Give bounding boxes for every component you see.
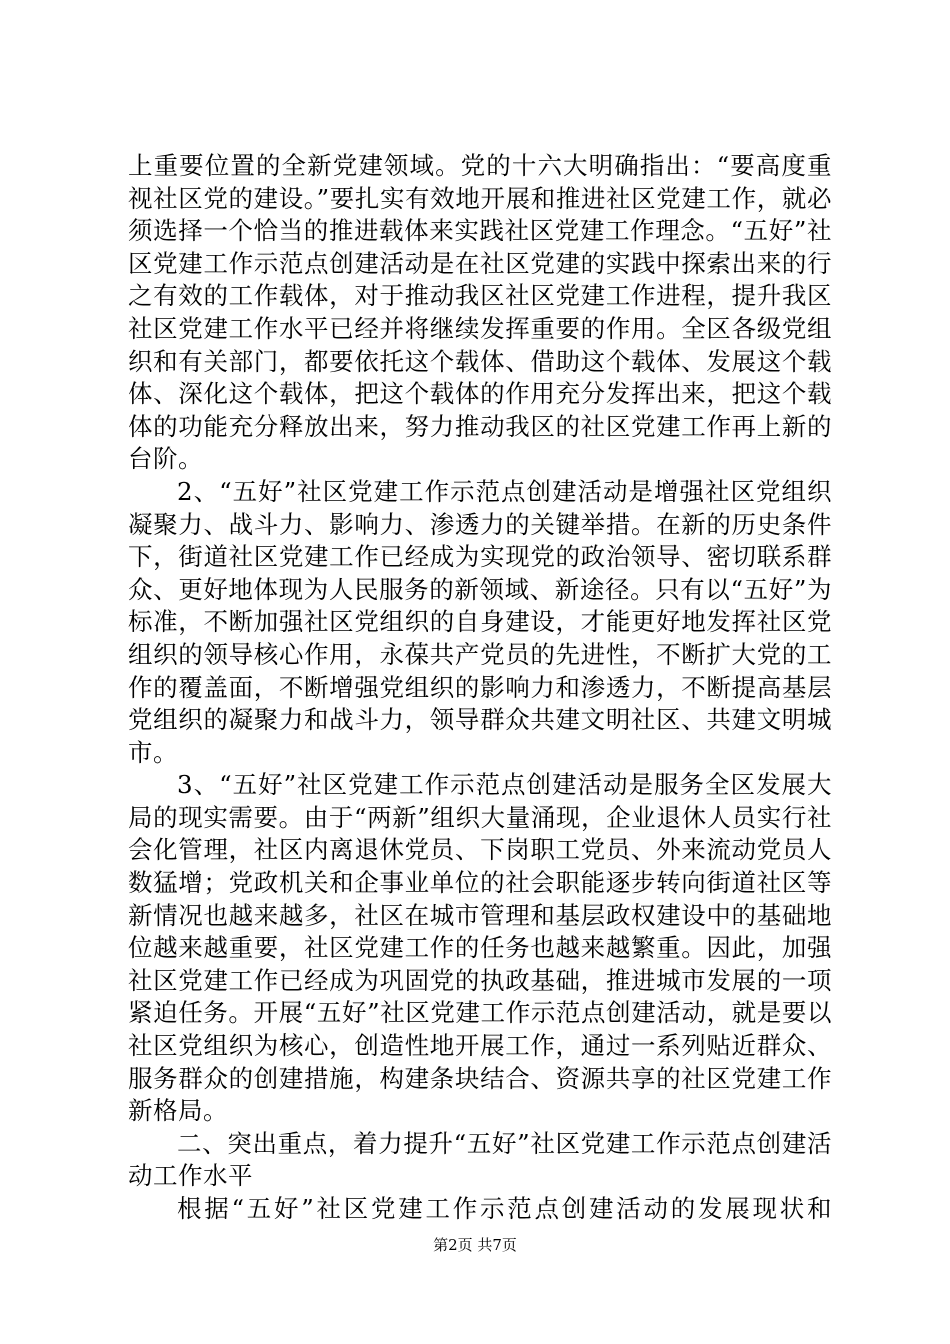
paragraph-2: 2、“五好”社区党建工作示范点创建活动是增强社区党组织凝聚力、战斗力、影响力、渗透力的关键举措。在新的历史条件下，街道社区党建工作已经成为实现党的政治领导、密切联系群众、更好地体现为人民服务的新领域、新途径。只有以“五好”为标准，不断加强社区党组织的自身建设，才能更好地发挥社区党组织的领导核心作用，永葆共产党员的先进性，不断扩大党的工作的覆盖面，不断增强党组织的影响力和渗透力，不断提高基层党组织的凝聚力和战斗力，领导群众共建文明社区、共建文明城市。 [128,476,832,767]
section-heading-2: 二、突出重点，着力提升“五好”社区党建工作示范点创建活动工作水平 [128,1128,832,1191]
paragraph-3: 3、“五好”社区党建工作示范点创建活动是服务全区发展大局的现实需要。由于“两新”组织大量涌现，企业退休人员实行社会化管理，社区内离退休党员、下岗职工党员、外来流动党员人数猛增；党政机关和企事业单位的社会职能逐步转向街道社区等新情况也越来越多，社区在城市管理和基层政权建设中的基础地位越来越重要，社区党建工作的任务也越来越繁重。因此，加强社区党建工作已经成为巩固党的执政基础，推进城市发展的一项紧迫任务。开展“五好”社区党建工作示范点创建活动，就是要以社区党组织为核心，创造性地开展工作，通过一系列贴近群众、服务群众的创建措施，构建条块结合、资源共享的社区党建工作新格局。 [128,770,832,1126]
document-body [128,150,832,1226]
paragraph-5: 根据“五好”社区党建工作示范点创建活动的发展现状和 [177,1194,832,1223]
page-number-footer: 第2页 共7页 [433,1236,517,1254]
paragraph-1: 上重要位置的全新党建领域。党的十六大明确指出：“要高度重视社区党的建设。”要扎实有效地开展和推进社区党建工作，就必须选择一个恰当的推进载体来实践社区党建工作理念。“五好”社区党建工作示范点创建活动是在社区党建的实践中探索出来的行之有效的工作载体，对于推动我区社区党建工作进程，提升我区社区党建工作水平已经并将继续发挥重要的作用。全区各级党组织和有关部门，都要依托这个载体、借助这个载体、发展这个载体、深化这个载体，把这个载体的作用充分发挥出来，把这个载体的功能充分释放出来，努力推动我区的社区党建工作再上新的台阶。 [128,151,832,474]
